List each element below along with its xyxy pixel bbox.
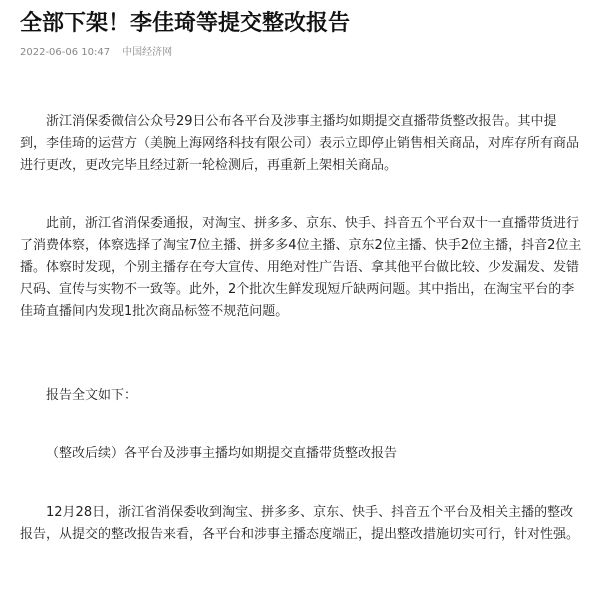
article-title: 全部下架！李佳琦等提交整改报告 xyxy=(20,11,351,36)
article-paragraph-5: 12月28日，浙江省消保委收到淘宝、拼多多、京东、快手、抖音五个平台及相关主播的整改报告，从提交的整改报告来看，各平台和涉事主播态度端正，提出整改措施切实可行，针对性强。 xyxy=(20,505,580,542)
article-meta xyxy=(20,46,172,60)
source-link[interactable]: 中国经济网 xyxy=(122,47,173,58)
article-paragraph-1: 浙江消保委微信公众号29日公布各平台及涉事主播均如期提交直播带货整改报告。其中提到，李佳琦的运营方（美腕上海网络科技有限公司）表示立即停止销售相关商品，对库存所有商品进行更改，更改完毕且经过新一轮检测后，再重新上架相关商品。 xyxy=(20,114,580,173)
article-paragraph-3: 报告全文如下： xyxy=(46,388,138,403)
article-paragraph-4: （整改后续）各平台及涉事主播均如期提交直播带货整改报告 xyxy=(46,446,398,461)
publish-datetime: 2022-06-06 10:47 xyxy=(20,47,111,58)
article-paragraph-2: 此前，浙江省消保委通报，对淘宝、拼多多、京东、快手、抖音五个平台双十一直播带货进行了消费体察，体察选择了淘宝7位主播、拼多多4位主播、京东2位主播、快手2位主播，抖音2位主播。体察时发现，个别主播存在夸大宣传、用绝对性广告语、拿其他平台做比较、少发漏发、发错尺码、宣传与实物不一致等。此外，2个批次生鲜发现短斤缺两问题。其中指出，在淘宝平台的李佳琦直播间内发现1批次商品标签不规范问题。 xyxy=(20,216,582,319)
